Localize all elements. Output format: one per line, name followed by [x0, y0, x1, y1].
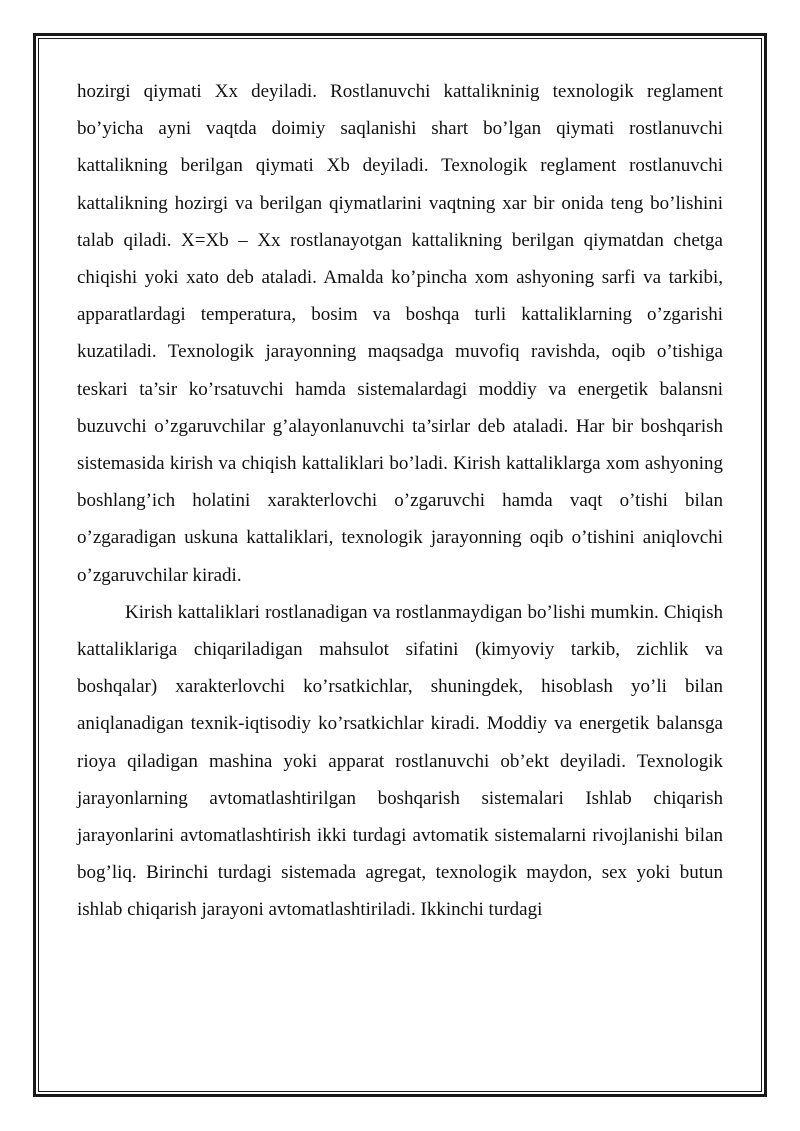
- paragraph-2: Kirish kattaliklari rostlanadigan va rostlanmaydigan bo’lishi mumkin. Chiqish kattaliklariga chiqariladigan mahsulot sifatini (kimyoviy tarkib, zichlik va boshqalar) xarakterlovchi ko’rsatkichlar, shuningdek, hisoblash yo’li bilan aniqlanadigan texnik-iqtisodiy ko’rsatkichlar kiradi. Moddiy va energetik balansga rioya qiladigan mashina yoki apparat rostlanuvchi ob’ekt deyiladi. Texnologik jarayonlarning avtomatlashtirilgan boshqarish sistemalari Ishlab chiqarish jarayonlarini avtomatlashtirish ikki turdagi avtomatik sistemalarni rivojlanishi bilan bog’liq. Birinchi turdagi sistemada agregat, texnologik maydon, sex yoki butun ishlab chiqarish jarayoni avtomatlashtiriladi. Ikkinchi turdagi: [77, 601, 723, 921]
- document-body: [77, 73, 723, 929]
- paragraph-1: hozirgi qiymati Xx deyiladi. Rostlanuvchi kattalikninig texnologik reglament bo’yicha ayni vaqtda doimiy saqlanishi shart bo’lgan qiymati rostlanuvchi kattalikning berilgan qiymati Xb deyiladi. Texnologik reglament rostlanuvchi kattalikning hozirgi va berilgan qiymatlarini vaqtning xar bir onida teng bo’lishini talab qiladi. X=Xb – Xx rostlanayotgan kattalikning berilgan qiymatdan chetga chiqishi yoki xato deb ataladi. Amalda ko’pincha xom ashyoning sarfi va tarkibi, apparatlardagi temperatura, bosim va boshqa turli kattaliklarning o’zgarishi kuzatiladi. Texnologik jarayonning maqsadga muvofiq ravishda, oqib o’tishiga teskari ta’sir ko’rsatuvchi hamda sistemalardagi moddiy va energetik balansni buzuvchi o’zgaruvchilar g’alayonlanuvchi ta’sirlar deb ataladi. Har bir boshqarish sistemasida kirish va chiqish kattaliklari bo’ladi. Kirish kattaliklarga xom ashyoning boshlang’ich holatini xarakterlovchi o’zgaruvchi hamda vaqt o’tishi bilan o’zgaradigan uskuna kattaliklari, texnologik jarayonning oqib o’tishini aniqlovchi o’zgaruvchilar kiradi.: [77, 81, 723, 586]
